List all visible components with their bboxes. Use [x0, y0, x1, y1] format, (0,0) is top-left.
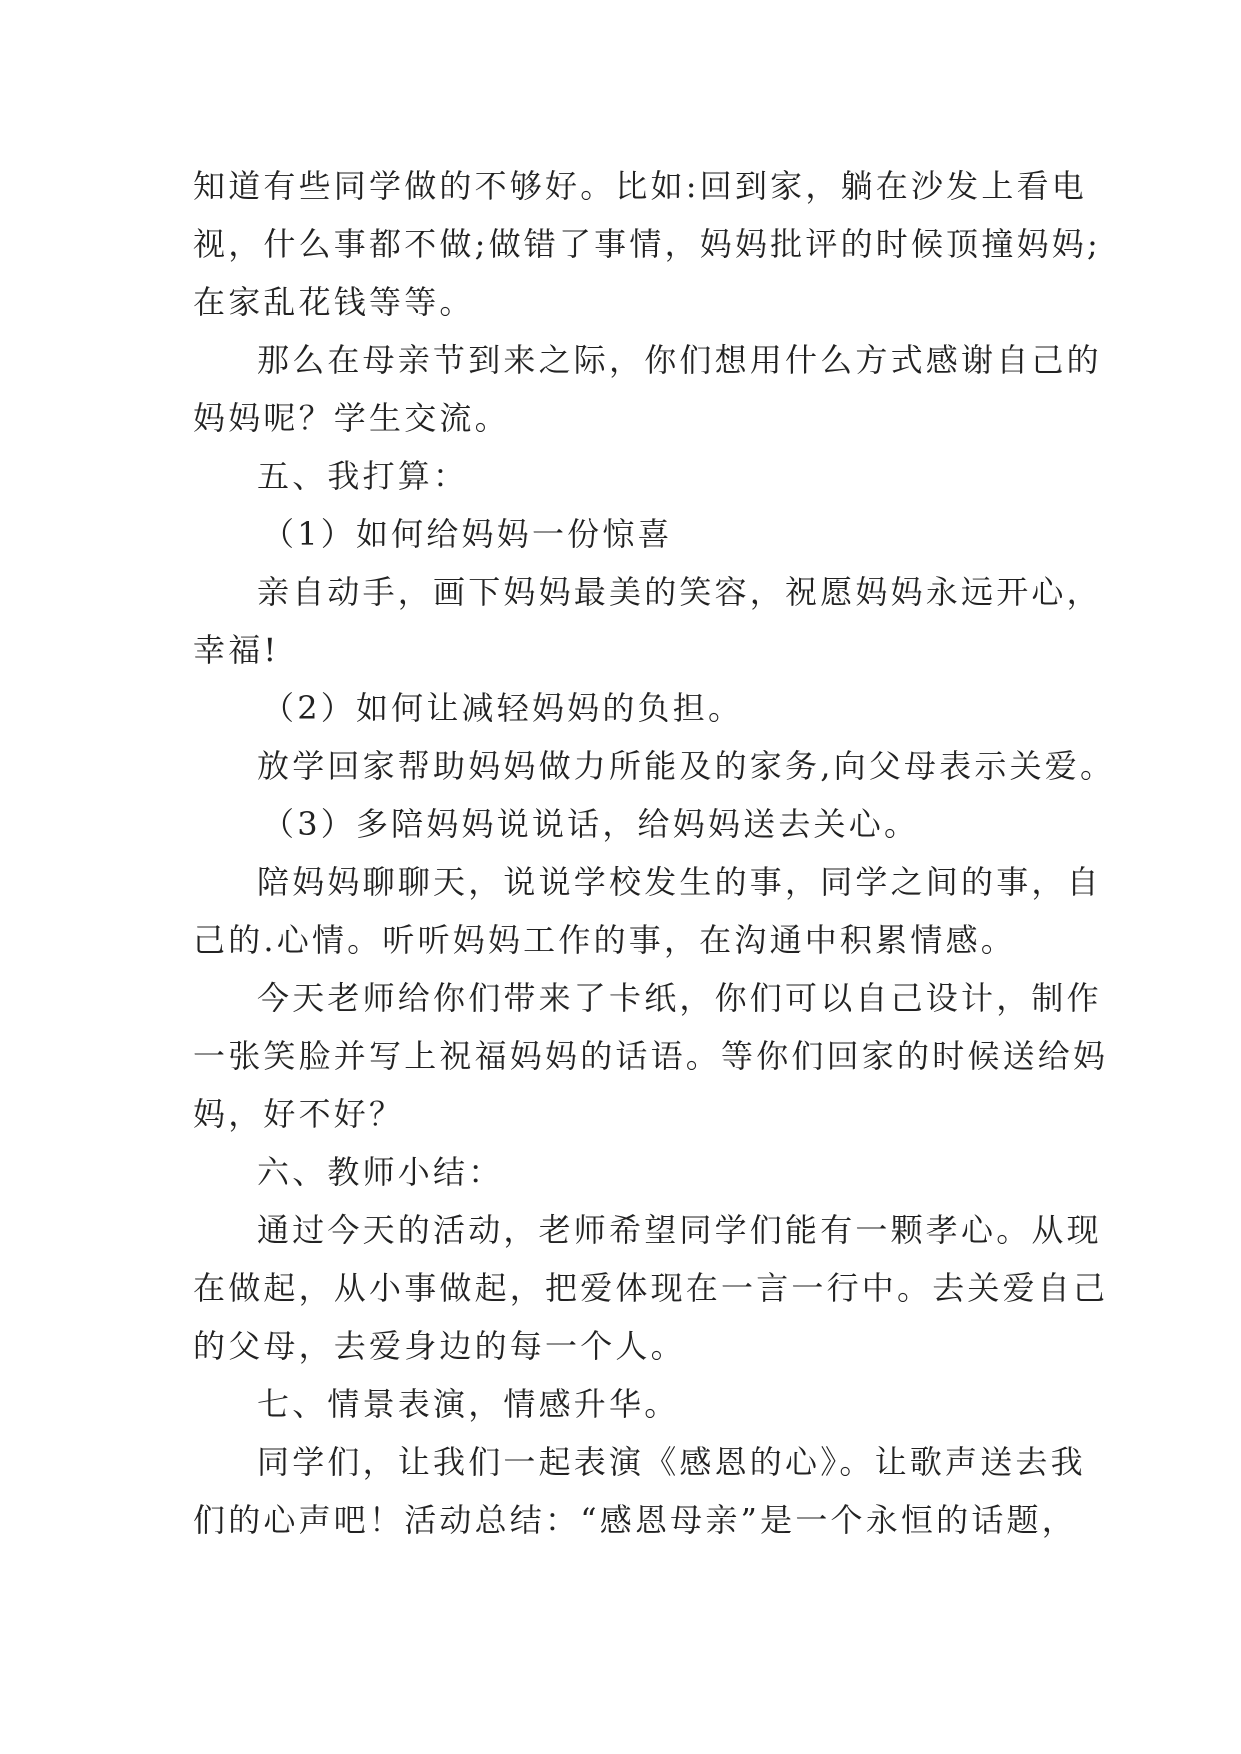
text-line: （2）如何让减轻妈妈的负担。	[262, 689, 744, 727]
text-line: 在做起，从小事做起，把爱体现在一言一行中。去关爱自己	[193, 1269, 1109, 1307]
section-heading: 七、情景表演，情感升华。	[257, 1385, 680, 1423]
text-line: 在家乱花钱等等。	[193, 283, 475, 321]
text-line: 今天老师给你们带来了卡纸，你们可以自己设计，制作	[257, 979, 1102, 1017]
text-line: 己的.心情。听听妈妈工作的事，在沟通中积累情感。	[193, 921, 1016, 959]
text-line: 妈妈呢？学生交流。	[193, 399, 510, 437]
text-line: 一张笑脸并写上祝福妈妈的话语。等你们回家的时候送给妈	[193, 1037, 1109, 1075]
text-line: 们的心声吧！活动总结：“感恩母亲”是一个永恒的话题，	[193, 1501, 1077, 1539]
text-line: 陪妈妈聊聊天，说说学校发生的事，同学之间的事，自	[257, 863, 1102, 901]
text-line: 视，什么事都不做;做错了事情，妈妈批评的时候顶撞妈妈;	[193, 225, 1101, 263]
text-line: 放学回家帮助妈妈做力所能及的家务,向父母表示关爱。	[257, 747, 1116, 785]
text-line: （1）如何给妈妈一份惊喜	[262, 515, 673, 553]
text-line: 同学们，让我们一起表演《感恩的心》。让歌声送去我	[257, 1443, 1086, 1481]
text-line: 知道有些同学做的不够好。比如:回到家，躺在沙发上看电	[193, 167, 1087, 205]
section-heading: 五、我打算：	[257, 457, 469, 495]
text-line: 那么在母亲节到来之际，你们想用什么方式感谢自己的	[257, 341, 1102, 379]
section-heading: 六、教师小结：	[257, 1153, 504, 1191]
text-line: （3）多陪妈妈说说话，给妈妈送去关心。	[262, 805, 920, 843]
text-line: 通过今天的活动，老师希望同学们能有一颗孝心。从现	[257, 1211, 1102, 1249]
text-line: 亲自动手，画下妈妈最美的笑容，祝愿妈妈永远开心，	[257, 573, 1102, 611]
text-line: 的父母，去爱身边的每一个人。	[193, 1327, 686, 1365]
text-line: 幸福!	[193, 631, 280, 669]
text-line: 妈，好不好？	[193, 1095, 405, 1133]
